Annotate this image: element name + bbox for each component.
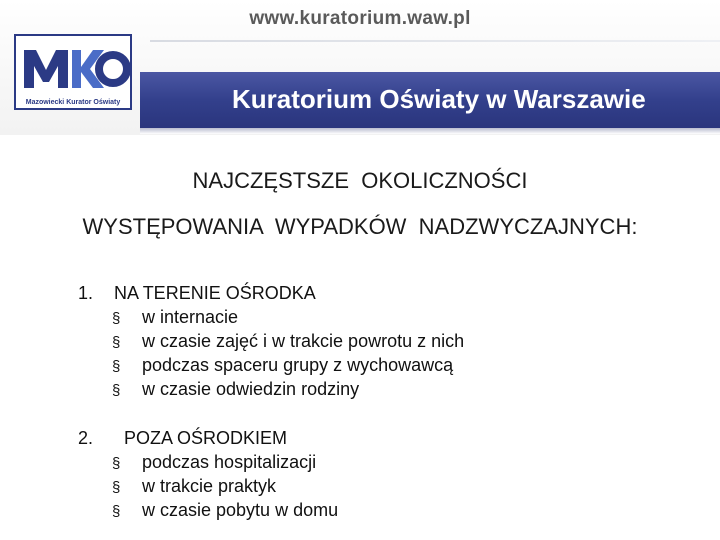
list-item [112, 331, 464, 352]
list-item-text: w czasie zajęć i w trakcie powrotu z nich [142, 331, 465, 351]
page-banner-title: Kuratorium Oświaty w Warszawie [232, 84, 646, 114]
header [0, 0, 720, 135]
site-url: www.kuratorium.waw.pl [249, 8, 471, 29]
bullet-icon: § [112, 503, 121, 520]
list-item-text: w internacie [142, 307, 239, 327]
bullet-icon: § [112, 382, 121, 399]
list-item [112, 452, 316, 473]
heading-line-2: WYSTĘPOWANIA WYPADKÓW NADZWYCZAJNYCH: [82, 214, 638, 239]
logo-caption: Mazowiecki Kurator Oświaty [25, 99, 121, 106]
bullet-icon: § [112, 358, 121, 375]
section-title: POZA OŚRODKIEM [124, 428, 288, 448]
list-item-text: podczas spaceru grupy z wychowawcą [142, 355, 454, 375]
list-item-text: w trakcie praktyk [142, 476, 277, 496]
header-divider [150, 40, 720, 42]
list-item [112, 476, 276, 497]
mko-logo-icon [16, 40, 130, 96]
banner-shadow [140, 128, 720, 134]
list-item [112, 307, 238, 328]
list-item [112, 500, 338, 521]
heading-line-1: NAJCZĘSTSZE OKOLICZNOŚCI [192, 168, 528, 193]
section-title: NA TERENIE OŚRODKA [114, 283, 316, 303]
list-item-text: podczas hospitalizacji [142, 452, 317, 472]
bullet-icon: § [112, 455, 121, 472]
bullet-icon: § [112, 310, 121, 327]
bullet-icon: § [112, 479, 121, 496]
bullet-icon: § [112, 334, 121, 351]
list-item [112, 379, 359, 400]
list-item-text: w czasie pobytu w domu [142, 500, 339, 520]
list-item [112, 355, 453, 376]
section-number: 1. [78, 283, 94, 303]
mko-logo [14, 34, 132, 110]
list-item-text: w czasie odwiedzin rodziny [142, 379, 360, 399]
section-number: 2. [78, 428, 94, 448]
